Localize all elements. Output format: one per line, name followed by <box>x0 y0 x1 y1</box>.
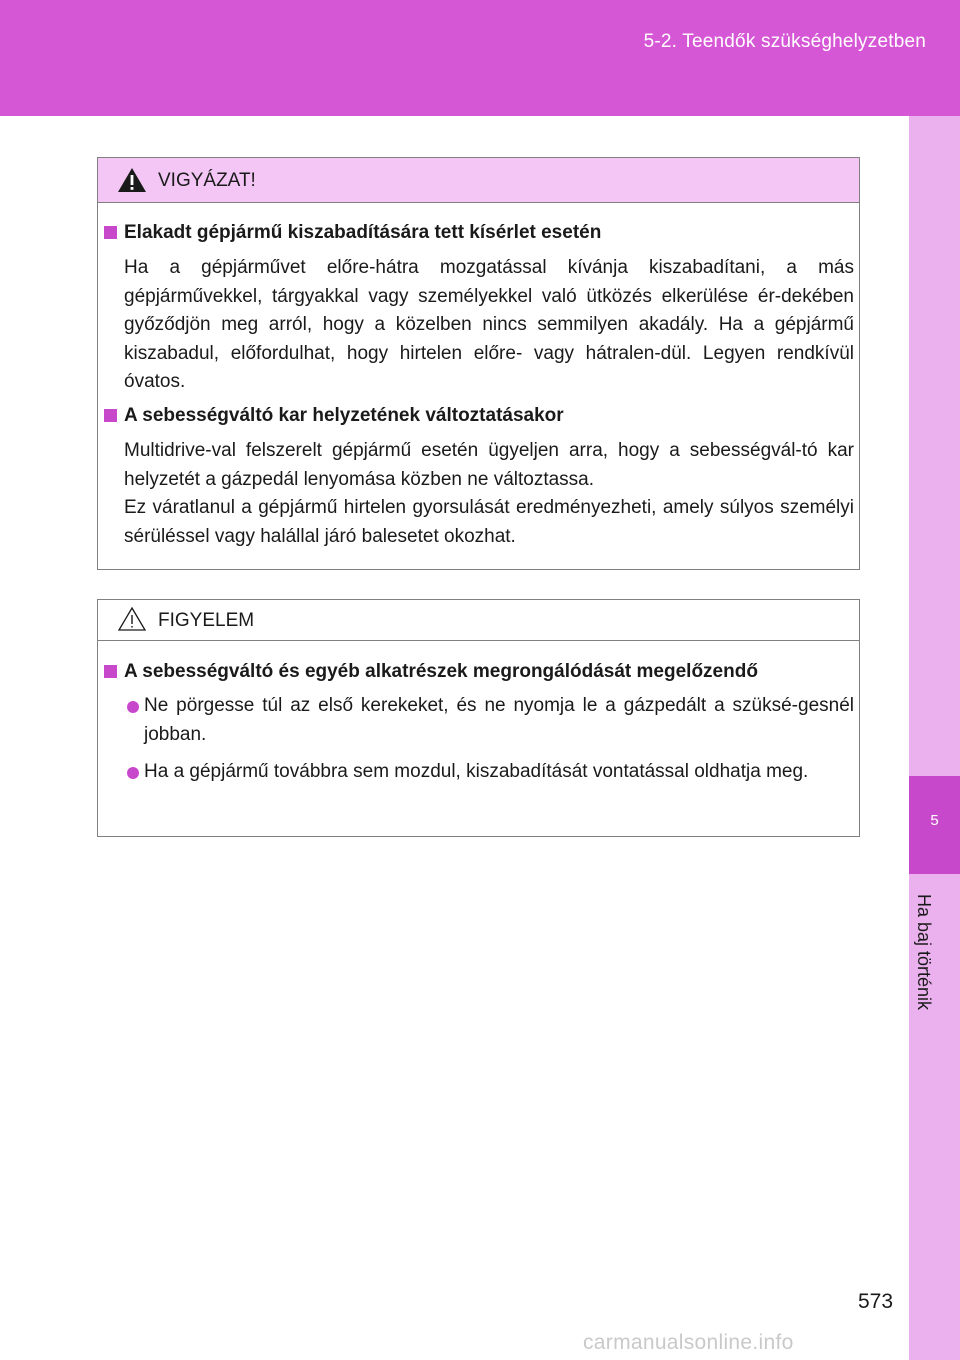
round-bullet-icon <box>127 701 139 713</box>
square-bullet-icon <box>104 409 117 422</box>
chapter-number: 5 <box>930 812 939 829</box>
chapter-side-tab <box>909 116 960 1360</box>
caution-label: VIGYÁZAT! <box>158 170 256 191</box>
square-bullet-icon <box>104 226 117 239</box>
caution-header <box>98 158 859 203</box>
chapter-title: Ha baj történik <box>914 893 934 1011</box>
notice-label: FIGYELEM <box>158 610 255 631</box>
round-bullet-icon <box>127 767 139 779</box>
page-header-band <box>0 0 960 116</box>
caution-paragraph: Ha a gépjárművet előre-hátra mozgatással kívánja kiszabadítani, a más gépjárművekkel, tárgyakkal vagy személyekkel való ütközés elkerülése ér-dekében győződjön meg arról, hogy a közelben nincs semmilyen akadály. Ha a gépjármű kiszabadul, előfordulhat, hogy hirtelen előre- vagy hátralen-dül. Legyen rendkívül óvatos. <box>124 257 854 392</box>
caution-box: VIGYÁZAT! Elakadt gépjármű kiszabadítására tett kísérlet esetén Ha a gépjárművet előre-hátra mozgatással kívánja kiszabadítani, a más gépjárművekkel, tárgyakkal vagy személyekkel való ütközés elkerülése ér-dekében győződjön meg arról, hogy a közelben nincs semmilyen akadály. Ha a gépjármű kiszabadul, előfordulhat, hogy hirtelen előre- vagy hátralen-dül. Legyen rendkívül óvatos. A sebességváltó kar helyzetének változtatásakor Multidrive-val felszerelt gépjármű esetén ügyeljen arra, hogy a sebességvál-tó kar helyzetét a gázpedál lenyomása közben ne változtassa. Ez váratlanul a gépjármű hirtelen gyorsulását eredményezheti, amely súlyos személyi sérüléssel vagy halállal járó balesetet okozhat. <box>97 157 860 570</box>
notice-bullet-item: Ha a gépjármű továbbra sem mozdul, kiszabadítását vontatással oldhatja meg. <box>144 761 809 782</box>
caution-paragraph: Multidrive-val felszerelt gépjármű esetén ügyeljen arra, hogy a sebességvál-tó kar helyzetét a gázpedál lenyomása közben ne változtassa. <box>124 440 854 490</box>
warning-triangle-icon <box>117 167 147 193</box>
section-title: 5-2. Teendők szükséghelyzetben <box>643 31 926 52</box>
square-bullet-icon <box>104 665 117 678</box>
notice-box: FIGYELEM A sebességváltó és egyéb alkatrészek megrongálódását megelőzendő Ne pörgesse túl az első kerekeket, és ne nyomja le a gázpedált a szüksé-gesnél jobban. Ha a gépjármű továbbra sem mozdul, kiszabadítását vontatással oldhatja meg. <box>97 599 860 837</box>
watermark: carmanualsonline.info <box>583 1331 794 1354</box>
warning-outline-icon <box>117 606 147 632</box>
notice-header <box>98 600 859 641</box>
page-number: 573 <box>858 1290 894 1313</box>
caution-paragraph: Ez váratlanul a gépjármű hirtelen gyorsulását eredményezheti, amely súlyos személyi sérüléssel vagy halállal járó balesetet okozhat. <box>124 497 854 547</box>
notice-bullet-item: Ne pörgesse túl az első kerekeket, és ne nyomja le a gázpedált a szüksé-gesnél jobban. <box>144 695 854 745</box>
